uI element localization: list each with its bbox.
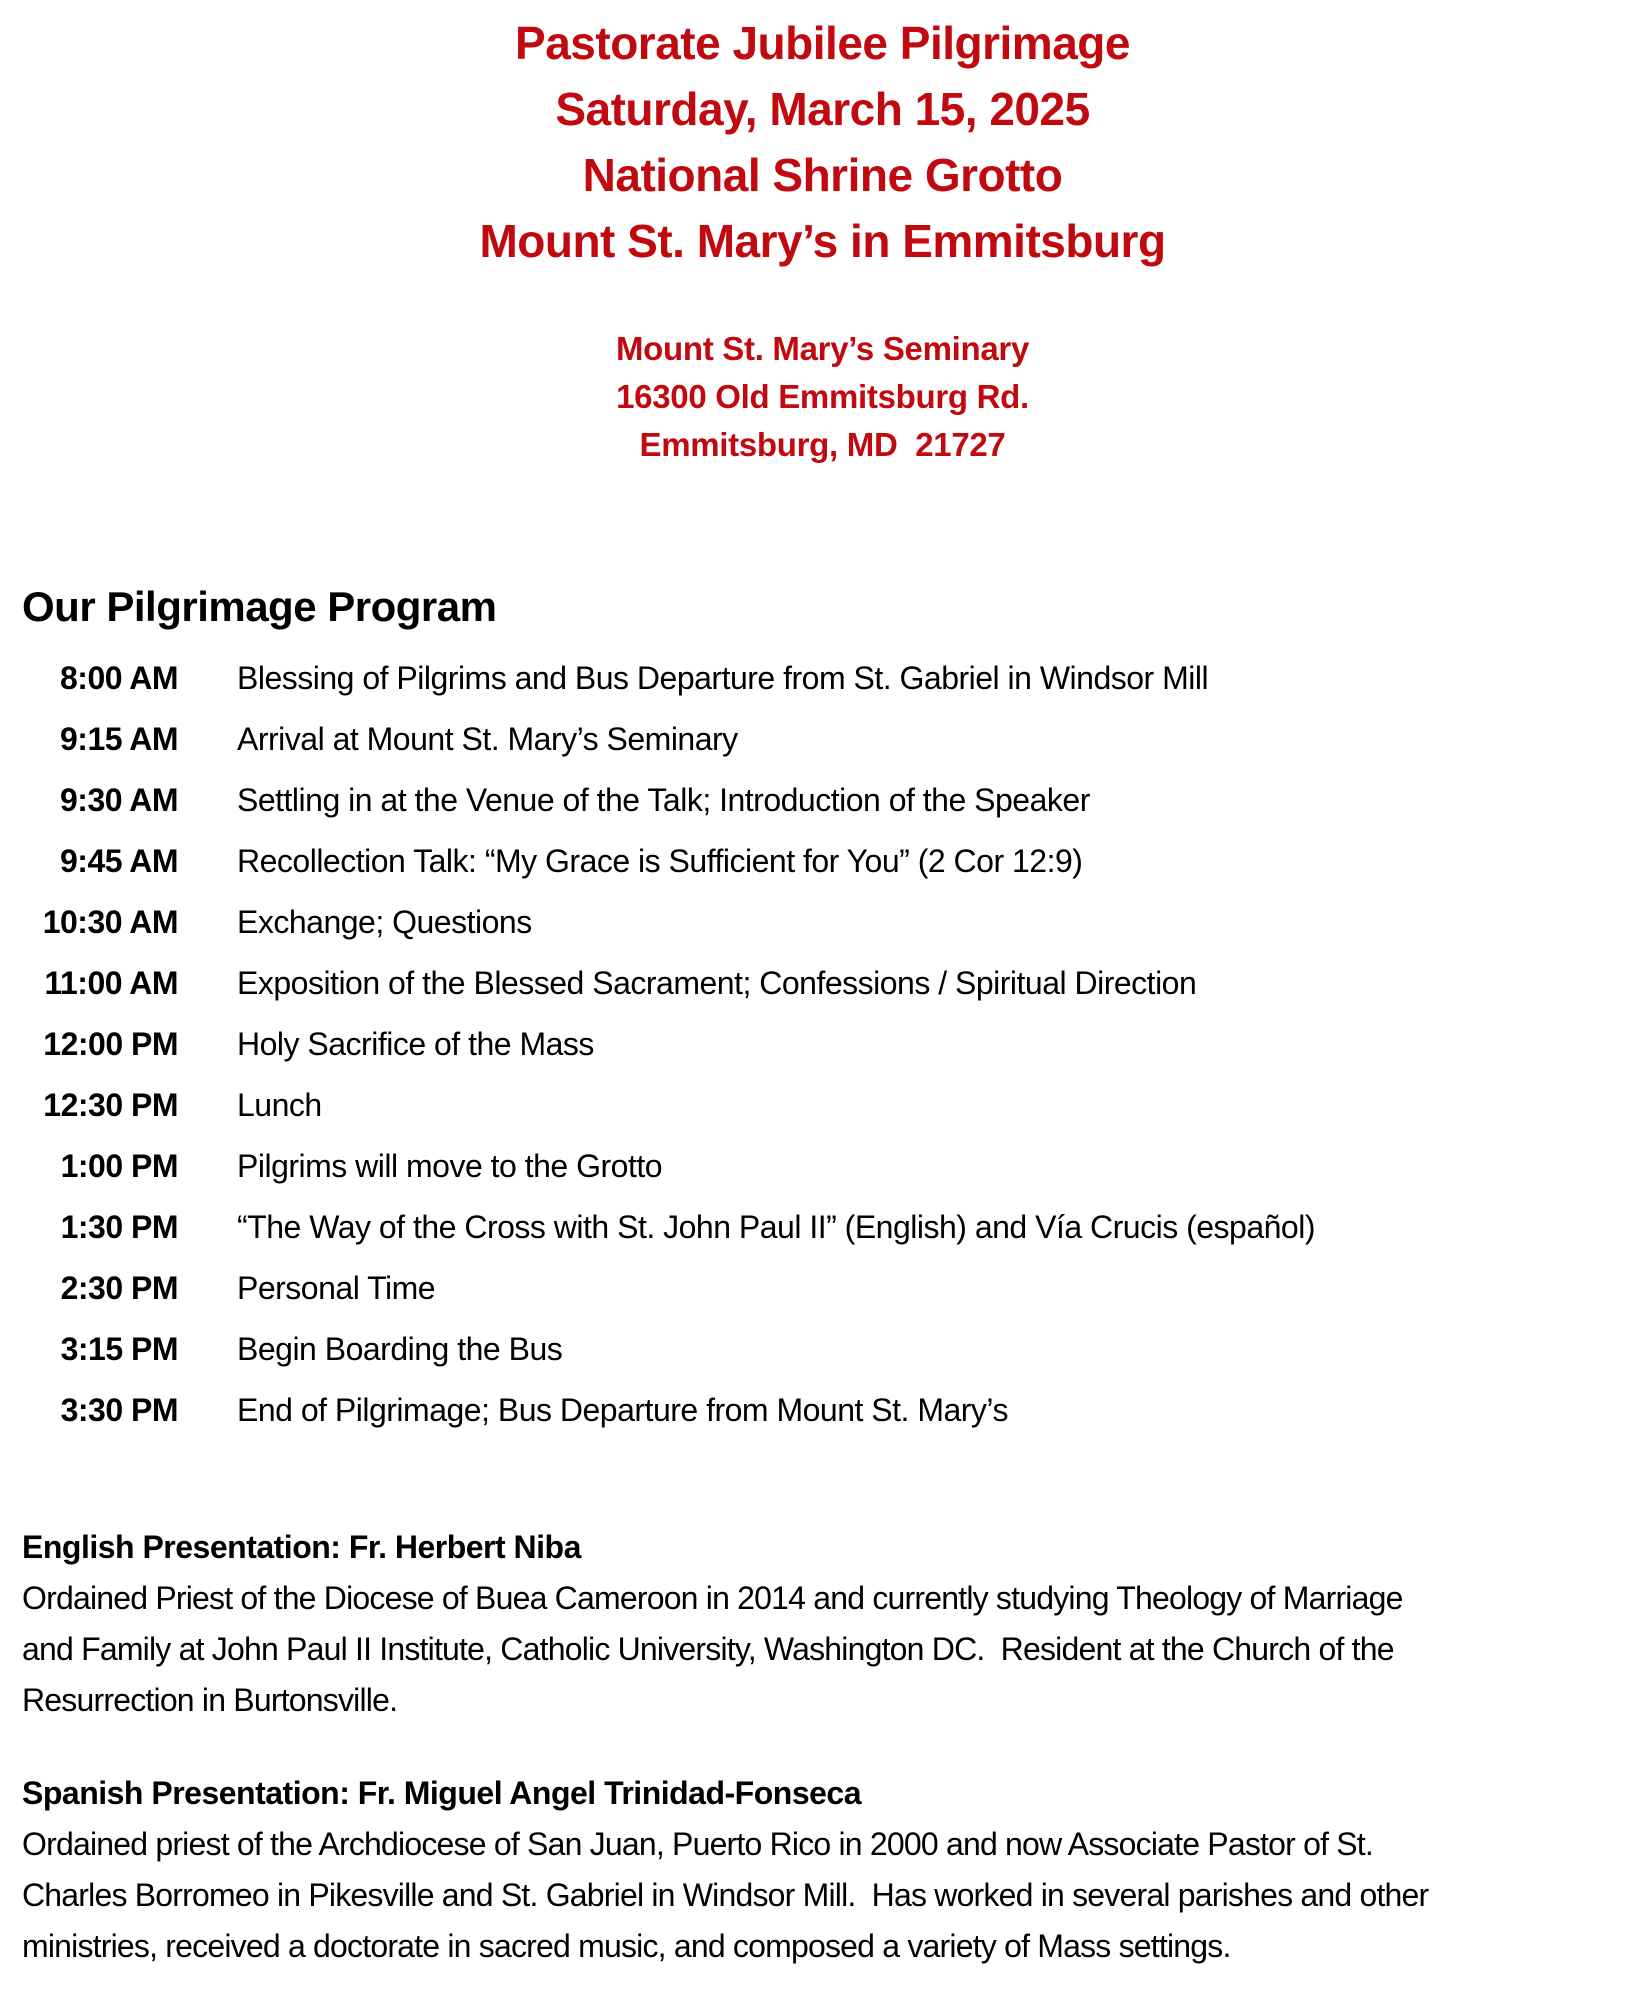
presenter-spanish-bio-line: ministries, received a doctorate in sacred music, and composed a variety of Mass settings. xyxy=(22,1928,1231,1964)
schedule-row xyxy=(0,953,1645,1014)
schedule-row xyxy=(0,709,1645,770)
event-title: Pastorate Jubilee Pilgrimage xyxy=(515,17,1130,69)
event-date: Saturday, March 15, 2025 xyxy=(555,83,1090,135)
schedule-description: End of Pilgrimage; Bus Departure from Mount St. Mary’s xyxy=(237,1392,1008,1428)
presenter-english-heading: English Presentation: Fr. Herbert Niba xyxy=(22,1529,581,1565)
schedule-time: 1:30 PM xyxy=(60,1209,178,1245)
presenter-english-bio-line: and Family at John Paul II Institute, Catholic University, Washington DC. Resident at the Church of the xyxy=(22,1631,1394,1667)
presenter-english-section xyxy=(22,1522,1645,1726)
schedule-time: 9:45 AM xyxy=(59,843,178,879)
schedule-row xyxy=(0,1136,1645,1197)
presenter-spanish-section xyxy=(22,1768,1645,1972)
schedule-description: Exposition of the Blessed Sacrament; Confessions / Spiritual Direction xyxy=(237,965,1197,1001)
schedule-description: Blessing of Pilgrims and Bus Departure from St. Gabriel in Windsor Mill xyxy=(237,660,1209,696)
event-venue: National Shrine Grotto xyxy=(582,149,1063,201)
schedule-row xyxy=(0,1380,1645,1441)
presenter-spanish-bio-line: Charles Borromeo in Pikesville and St. Gabriel in Windsor Mill. Has worked in several parishes and other xyxy=(22,1877,1429,1913)
address-name: Mount St. Mary’s Seminary xyxy=(615,330,1030,367)
presenter-english-bio-line: Ordained Priest of the Diocese of Buea Cameroon in 2014 and currently studying Theology of Marriage xyxy=(22,1580,1403,1616)
address-street: 16300 Old Emmitsburg Rd. xyxy=(616,378,1029,415)
schedule-time: 9:15 AM xyxy=(59,721,178,757)
address-city-state-zip: Emmitsburg, MD 21727 xyxy=(639,426,1006,463)
schedule-time: 2:30 PM xyxy=(60,1270,178,1306)
schedule-time: 8:00 AM xyxy=(59,660,178,696)
schedule-row xyxy=(0,831,1645,892)
event-title-block xyxy=(0,10,1645,274)
presenter-spanish-bio-line: Ordained priest of the Archdiocese of San Juan, Puerto Rico in 2000 and now Associate Pastor of St. xyxy=(22,1826,1373,1862)
schedule-description: Exchange; Questions xyxy=(237,904,532,940)
schedule-description: Arrival at Mount St. Mary’s Seminary xyxy=(237,721,738,757)
schedule-row xyxy=(0,1258,1645,1319)
schedule-time: 10:30 AM xyxy=(42,904,178,940)
schedule-time: 12:00 PM xyxy=(43,1026,178,1062)
schedule-row xyxy=(0,1197,1645,1258)
schedule-description: Holy Sacrifice of the Mass xyxy=(237,1026,594,1062)
schedule-time: 1:00 PM xyxy=(60,1148,178,1184)
schedule-description: Recollection Talk: “My Grace is Sufficient for You” (2 Cor 12:9) xyxy=(237,843,1083,879)
schedule-row xyxy=(0,1014,1645,1075)
schedule-description: Pilgrims will move to the Grotto xyxy=(237,1148,663,1184)
schedule-description: Settling in at the Venue of the Talk; Introduction of the Speaker xyxy=(237,782,1090,818)
schedule-row xyxy=(0,892,1645,953)
schedule-time: 11:00 AM xyxy=(44,965,178,1001)
schedule-row xyxy=(0,1075,1645,1136)
schedule-time: 9:30 AM xyxy=(59,782,178,818)
program-schedule xyxy=(0,648,1645,1441)
program-heading: Our Pilgrimage Program xyxy=(22,583,497,630)
presenter-english-bio-line: Resurrection in Burtonsville. xyxy=(22,1682,398,1718)
schedule-description: Personal Time xyxy=(237,1270,436,1306)
schedule-description: “The Way of the Cross with St. John Paul II” (English) and Vía Crucis (español) xyxy=(237,1209,1315,1245)
venue-address-block xyxy=(0,325,1645,469)
schedule-description: Lunch xyxy=(237,1087,322,1123)
event-location: Mount St. Mary’s in Emmitsburg xyxy=(479,215,1166,267)
schedule-time: 3:30 PM xyxy=(60,1392,178,1428)
schedule-time: 12:30 PM xyxy=(43,1087,178,1123)
schedule-row xyxy=(0,648,1645,709)
schedule-row xyxy=(0,770,1645,831)
schedule-description: Begin Boarding the Bus xyxy=(237,1331,563,1367)
schedule-row xyxy=(0,1319,1645,1380)
presenter-spanish-heading: Spanish Presentation: Fr. Miguel Angel Trinidad-Fonseca xyxy=(22,1775,861,1811)
schedule-time: 3:15 PM xyxy=(60,1331,178,1367)
